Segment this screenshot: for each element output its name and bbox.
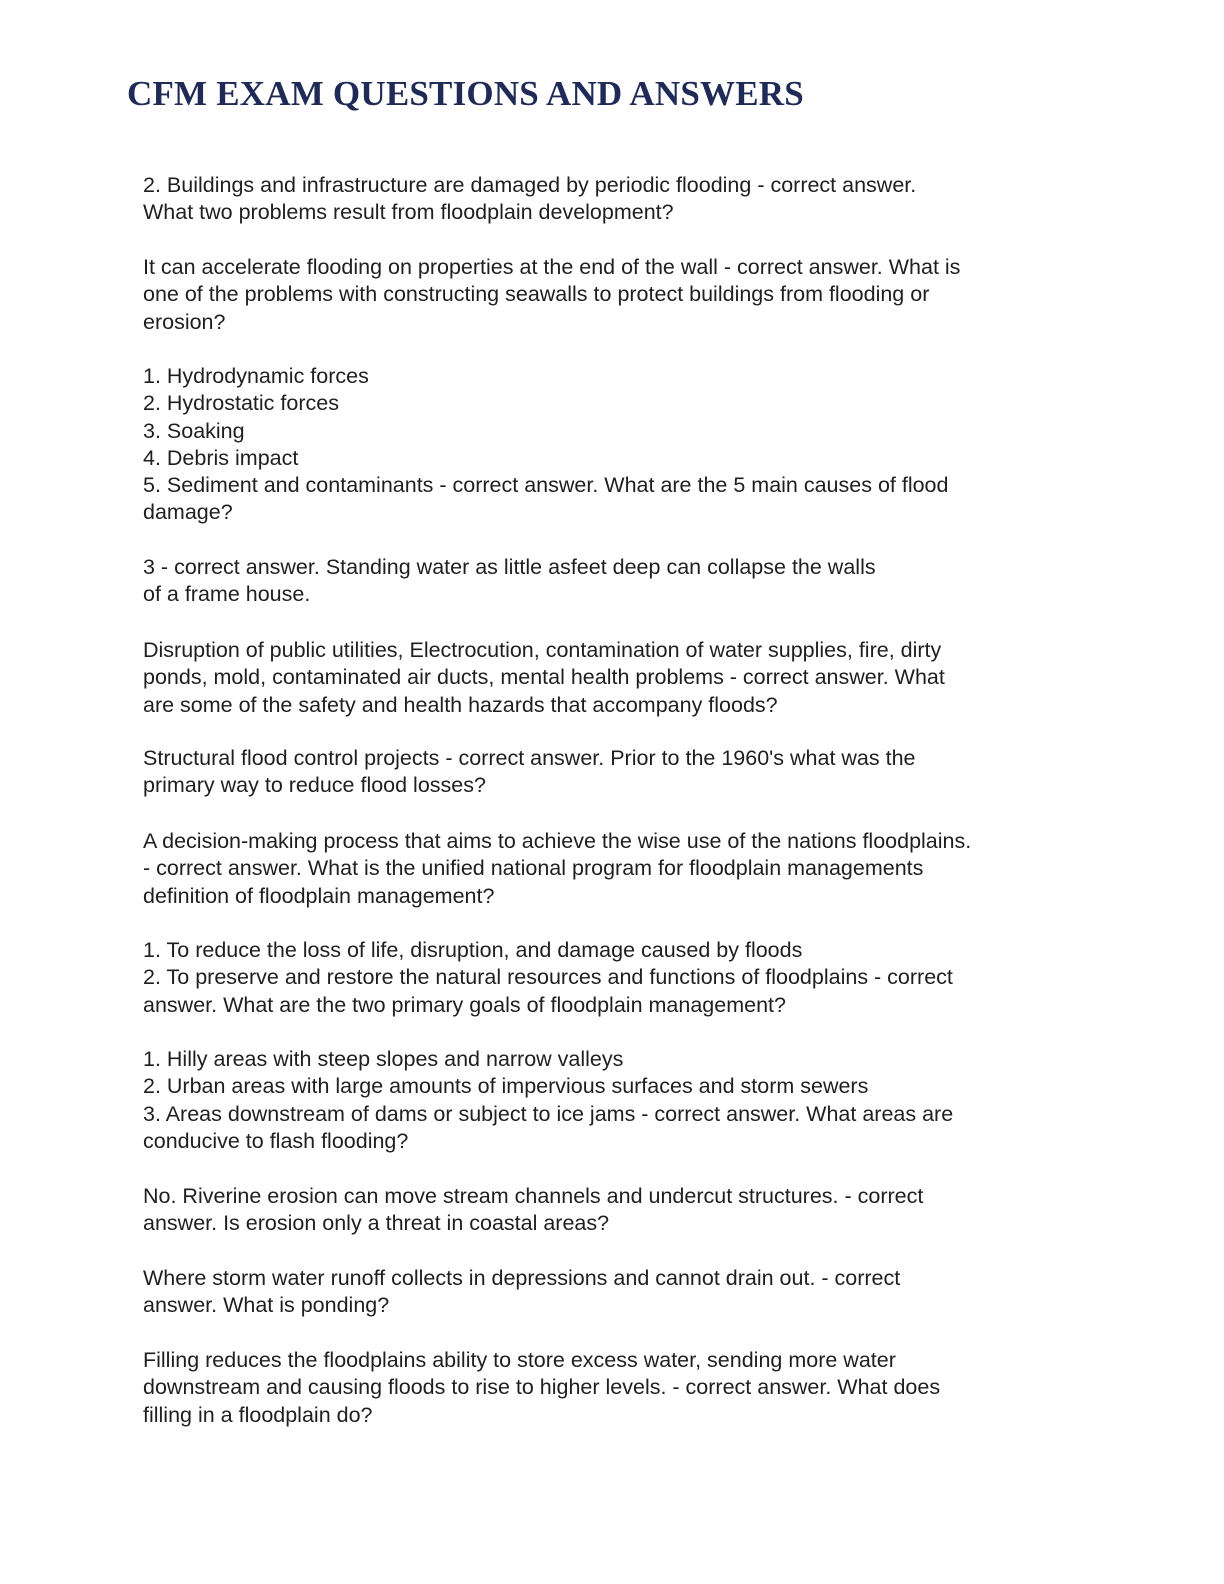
qa-line: What two problems result from floodplain development? bbox=[143, 200, 674, 225]
qa-line: answer. What is ponding? bbox=[143, 1293, 390, 1318]
qa-line: 2. Hydrostatic forces bbox=[143, 391, 339, 416]
qa-line: 3. Soaking bbox=[143, 418, 245, 443]
qa-entry bbox=[143, 637, 1083, 719]
qa-line: 2. To preserve and restore the natural resources and functions of floodplains - correct bbox=[143, 965, 953, 990]
qa-line: of a frame house. bbox=[143, 582, 311, 607]
qa-entry bbox=[143, 172, 1083, 227]
qa-line: 1. To reduce the loss of life, disruption, and damage caused by floods bbox=[143, 938, 803, 962]
qa-line: 2. Urban areas with large amounts of impervious surfaces and storm sewers bbox=[143, 1074, 869, 1099]
qa-line: 4. Debris impact bbox=[143, 445, 299, 470]
document-title: CFM EXAM QUESTIONS AND ANSWERS bbox=[127, 74, 804, 113]
qa-line: filling in a floodplain do? bbox=[143, 1402, 373, 1427]
qa-line: answer. What are the two primary goals of floodplain management? bbox=[143, 992, 786, 1017]
qa-entry bbox=[143, 554, 1083, 609]
qa-entry bbox=[143, 1183, 1083, 1238]
qa-line: erosion? bbox=[143, 309, 226, 334]
qa-line: Disruption of public utilities, Electrocution, contamination of water supplies, fire, dirty bbox=[143, 638, 942, 662]
qa-text: feet deep can collapse the walls bbox=[570, 555, 876, 579]
qa-entry bbox=[143, 828, 1083, 910]
qa-line: downstream and causing floods to rise to higher levels. - correct answer. What does bbox=[143, 1375, 941, 1400]
qa-entry bbox=[143, 1265, 1083, 1320]
qa-line bbox=[143, 554, 1083, 581]
qa-line: 3. Areas downstream of dams or subject to ice jams - correct answer. What areas are bbox=[143, 1101, 954, 1126]
qa-line: 1. Hydrodynamic forces bbox=[143, 364, 369, 388]
qa-text: 3 - correct answer. Standing water as little as bbox=[143, 555, 571, 579]
qa-line: Filling reduces the floodplains ability to store excess water, sending more water bbox=[143, 1348, 896, 1372]
qa-line: are some of the safety and health hazards that accompany floods? bbox=[143, 692, 778, 717]
qa-line: Where storm water runoff collects in depressions and cannot drain out. - correct bbox=[143, 1266, 901, 1290]
qa-entry bbox=[143, 937, 1083, 1019]
qa-line: 2. Buildings and infrastructure are damaged by periodic flooding - correct answer. bbox=[143, 173, 917, 197]
qa-entry bbox=[143, 254, 1083, 336]
qa-line: damage? bbox=[143, 500, 233, 525]
qa-entry bbox=[143, 1347, 1083, 1429]
qa-line: 1. Hilly areas with steep slopes and narrow valleys bbox=[143, 1047, 624, 1071]
qa-line: No. Riverine erosion can move stream channels and undercut structures. - correct bbox=[143, 1184, 924, 1208]
qa-line: answer. Is erosion only a threat in coastal areas? bbox=[143, 1211, 610, 1236]
qa-line: one of the problems with constructing seawalls to protect buildings from flooding or bbox=[143, 282, 930, 307]
qa-entry bbox=[143, 363, 1083, 527]
qa-line: definition of floodplain management? bbox=[143, 883, 495, 908]
qa-line: A decision-making process that aims to achieve the wise use of the nations floodplains. bbox=[143, 829, 972, 853]
qa-line: primary way to reduce flood losses? bbox=[143, 773, 486, 798]
qa-line: It can accelerate flooding on properties at the end of the wall - correct answer. What is bbox=[143, 255, 961, 279]
qa-line: - correct answer. What is the unified national program for floodplain managements bbox=[143, 856, 924, 881]
qa-entry bbox=[143, 1046, 1083, 1155]
qa-line: 5. Sediment and contaminants - correct answer. What are the 5 main causes of flood bbox=[143, 473, 949, 498]
qa-entry bbox=[143, 745, 1083, 800]
qa-line: ponds, mold, contaminated air ducts, mental health problems - correct answer. What bbox=[143, 665, 945, 690]
qa-line: conducive to flash flooding? bbox=[143, 1128, 409, 1153]
qa-line: Structural flood control projects - correct answer. Prior to the 1960's what was the bbox=[143, 746, 916, 770]
